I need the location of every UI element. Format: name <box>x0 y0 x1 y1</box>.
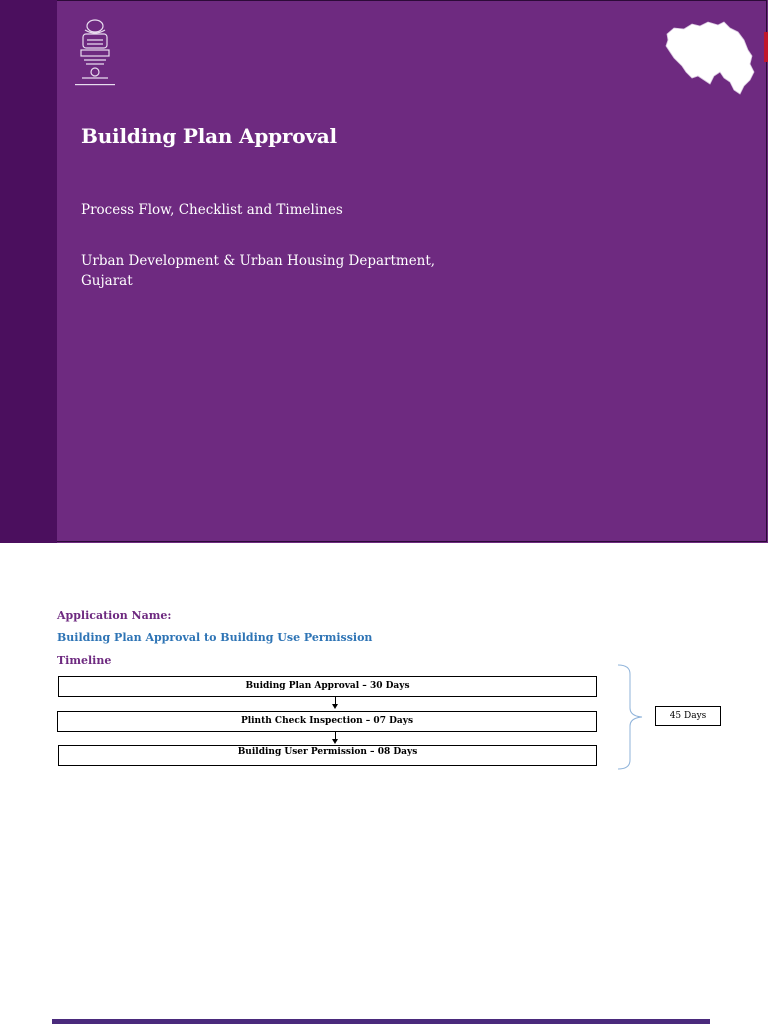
timeline-step-plan-approval: Buiding Plan Approval – 30 Days <box>58 676 597 697</box>
cover-left-strip <box>0 0 57 543</box>
total-days-box: 45 Days <box>655 706 721 726</box>
cover-title: Building Plan Approval <box>81 124 337 148</box>
right-brace-icon <box>614 662 644 772</box>
flow-arrow-icon <box>335 732 336 740</box>
cover-subtitle: Process Flow, Checklist and Timelines <box>81 202 343 218</box>
national-emblem-icon <box>70 16 120 88</box>
timeline-step-use-permission: Building User Permission – 08 Days <box>58 745 597 766</box>
application-name-value: Building Plan Approval to Building Use Permission <box>57 631 373 644</box>
timeline-step-plinth-inspection: Plinth Check Inspection – 07 Days <box>57 711 597 732</box>
gujarat-map-icon <box>664 20 756 96</box>
application-name-label: Application Name: <box>57 609 172 622</box>
department-line-1: Urban Development & Urban Housing Department, <box>81 253 436 269</box>
department-line-2: Gujarat <box>81 273 133 289</box>
cover-department <box>81 251 481 291</box>
timeline-label: Timeline <box>57 654 112 667</box>
flow-arrow-icon <box>335 697 336 705</box>
footer-rule <box>52 1019 710 1024</box>
accent-red-tab <box>764 32 768 62</box>
